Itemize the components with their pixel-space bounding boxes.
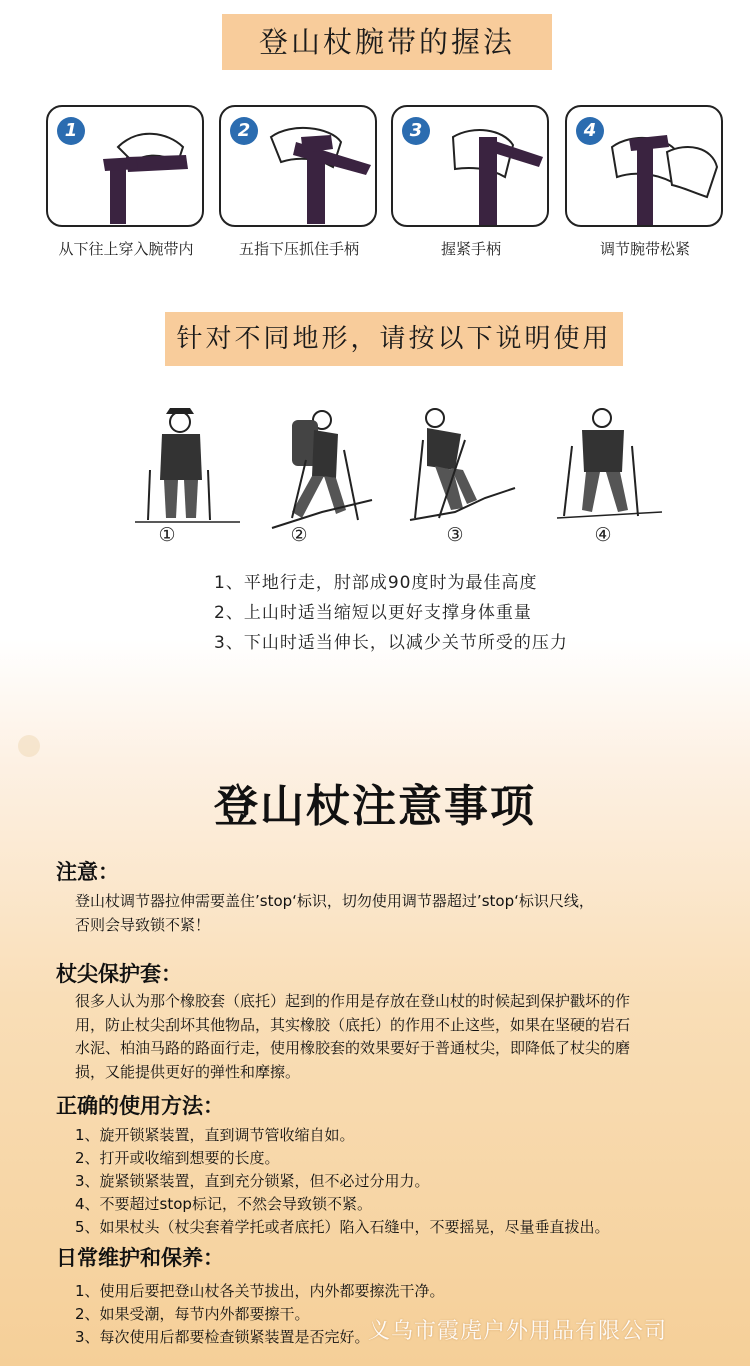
- usage-item: 3、旋紧锁紧装置，直到充分锁紧，但不必过分用力。: [75, 1172, 430, 1190]
- body-line: 损，又能提供更好的弹性和摩擦。: [75, 1062, 301, 1081]
- section-body-notice: [75, 890, 675, 937]
- terrain-figure-number-1: ①: [158, 524, 176, 546]
- terrain-figure-number-2: ②: [290, 524, 308, 546]
- grip-title-banner: 登山杖腕带的握法: [222, 14, 552, 70]
- usage-item: 2、打开或收缩到想要的长度。: [75, 1149, 280, 1167]
- hiker-flat-illustration: [130, 400, 250, 555]
- hiker-uphill-illustration: [262, 400, 382, 555]
- grip-step-caption-4: 调节腕带松紧: [599, 240, 690, 258]
- section-heading-notice: 注意：: [56, 860, 119, 884]
- section-heading-maintenance: 日常维护和保养：: [56, 1246, 224, 1270]
- step-number-badge: 2: [230, 117, 258, 145]
- terrain-instruction-1: 1、平地行走，肘部成90度时为最佳高度: [214, 573, 538, 593]
- maintenance-item: 1、使用后要把登山杖各关节拔出，内外都要擦洗干净。: [75, 1282, 445, 1300]
- grip-step-caption-2: 五指下压抓住手柄: [238, 240, 359, 258]
- terrain-title-banner: 针对不同地形，请按以下说明使用: [165, 312, 623, 366]
- grip-step-caption-1: 从下往上穿入腕带内: [58, 240, 194, 258]
- body-line: 很多人认为那个橡胶套（底托）起到的作用是存放在登山杖的时候起到保护戳坏的作: [75, 992, 631, 1010]
- notice-title: 登山杖注意事项: [214, 781, 536, 832]
- usage-item: 5、如果杖头（杖尖套着学托或者底托）陷入石缝中，不要摇晃，尽量垂直拔出。: [75, 1218, 610, 1236]
- terrain-instruction-3: 3、下山时适当伸长，以减少关节所受的压力: [214, 633, 568, 653]
- company-watermark: 义乌市霞虎户外用品有限公司: [368, 1319, 668, 1344]
- decorative-dot: [18, 735, 40, 757]
- maintenance-item: 2、如果受潮，每节内外都要擦干。: [75, 1305, 310, 1323]
- grip-step-card-1: [46, 105, 204, 227]
- body-line: 用，防止杖尖刮坏其他物品，其实橡胶（底托）的作用不止这些，如果在坚硬的岩石: [75, 1015, 631, 1034]
- grip-step-card-2: [219, 105, 377, 227]
- terrain-figure-number-4: ④: [594, 524, 612, 546]
- step-number-badge: 4: [576, 117, 604, 145]
- grip-step-caption-3: 握紧手柄: [440, 240, 501, 258]
- step-number-badge: 3: [402, 117, 430, 145]
- body-line: 水泥、柏油马路的路面行走，使用橡胶套的效果要好于普通杖尖，即降低了杖尖的磨: [75, 1039, 631, 1057]
- body-line: 否则会导致锁不紧！: [75, 915, 211, 934]
- usage-item: 1、旋开锁紧装置，直到调节管收缩自如。: [75, 1126, 355, 1144]
- terrain-figure-number-3: ③: [446, 524, 464, 546]
- grip-step-card-3: [391, 105, 549, 227]
- maintenance-item: 3、每次使用后都要检查锁紧装置是否完好。: [75, 1328, 370, 1346]
- grip-step-card-4: [565, 105, 723, 227]
- section-heading-tip-protector: 杖尖保护套：: [56, 962, 182, 986]
- terrain-instruction-2: 2、上山时适当缩短以更好支撑身体重量: [214, 603, 532, 623]
- section-heading-usage: 正确的使用方法：: [56, 1094, 224, 1118]
- body-line: 登山杖调节器拉伸需要盖住’stop‘标识，切勿使用调节器超过’stop‘标识尺线，: [75, 892, 594, 910]
- step-number-badge: 1: [57, 117, 85, 145]
- section-body-tip-protector: [75, 990, 675, 1084]
- usage-item: 4、不要超过stop标记，不然会导致锁不紧。: [75, 1195, 372, 1213]
